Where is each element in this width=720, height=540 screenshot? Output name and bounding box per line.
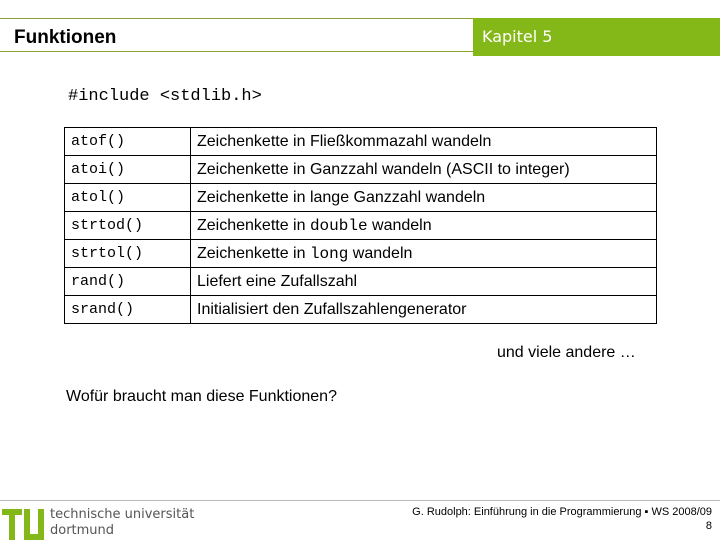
- type-keyword: double: [309, 216, 368, 235]
- description-text: Zeichenkette in: [197, 216, 310, 234]
- table-row: [65, 268, 657, 296]
- description-text: wandeln: [348, 244, 413, 262]
- footer-info: [412, 505, 712, 533]
- function-name: strtol(): [65, 240, 191, 268]
- tu-logo-icon: [0, 503, 46, 540]
- function-description: [191, 240, 657, 268]
- university-name: [50, 507, 194, 539]
- function-description: [191, 212, 657, 240]
- university-line: technische universität: [50, 507, 195, 522]
- function-name: atoi(): [65, 156, 191, 184]
- table-row: [65, 184, 657, 212]
- university-line: dortmund: [50, 523, 115, 538]
- course-line: G. Rudolph: Einführung in die Programmierung ▪ WS 2008/09: [412, 506, 712, 518]
- chapter-badge: Kapitel 5: [473, 18, 720, 56]
- table-row: [65, 128, 657, 156]
- footer-divider: [0, 500, 720, 501]
- function-table: [64, 127, 657, 324]
- table-row: [65, 240, 657, 268]
- description-text: Zeichenkette in: [197, 244, 310, 262]
- more-note: und viele andere …: [497, 344, 636, 361]
- page-number: 8: [705, 520, 712, 532]
- function-name: atof(): [65, 128, 191, 156]
- table-row: [65, 212, 657, 240]
- function-name: strtod(): [65, 212, 191, 240]
- question-text: Wofür braucht man diese Funktionen?: [66, 388, 337, 405]
- function-name: srand(): [65, 296, 191, 324]
- table-row: [65, 156, 657, 184]
- page-title: Funktionen: [14, 27, 117, 48]
- include-directive: #include <stdlib.h>: [68, 87, 262, 106]
- function-description: Zeichenkette in lange Ganzzahl wandeln: [191, 184, 657, 212]
- function-description: Zeichenkette in Fließkommazahl wandeln: [191, 128, 657, 156]
- function-description: Initialisiert den Zufallszahlengenerator: [191, 296, 657, 324]
- function-description: Liefert eine Zufallszahl: [191, 268, 657, 296]
- type-keyword: long: [309, 244, 349, 263]
- table-row: [65, 296, 657, 324]
- function-description: Zeichenkette in Ganzzahl wandeln (ASCII to integer): [191, 156, 657, 184]
- function-name: rand(): [65, 268, 191, 296]
- description-text: wandeln: [367, 216, 432, 234]
- function-name: atol(): [65, 184, 191, 212]
